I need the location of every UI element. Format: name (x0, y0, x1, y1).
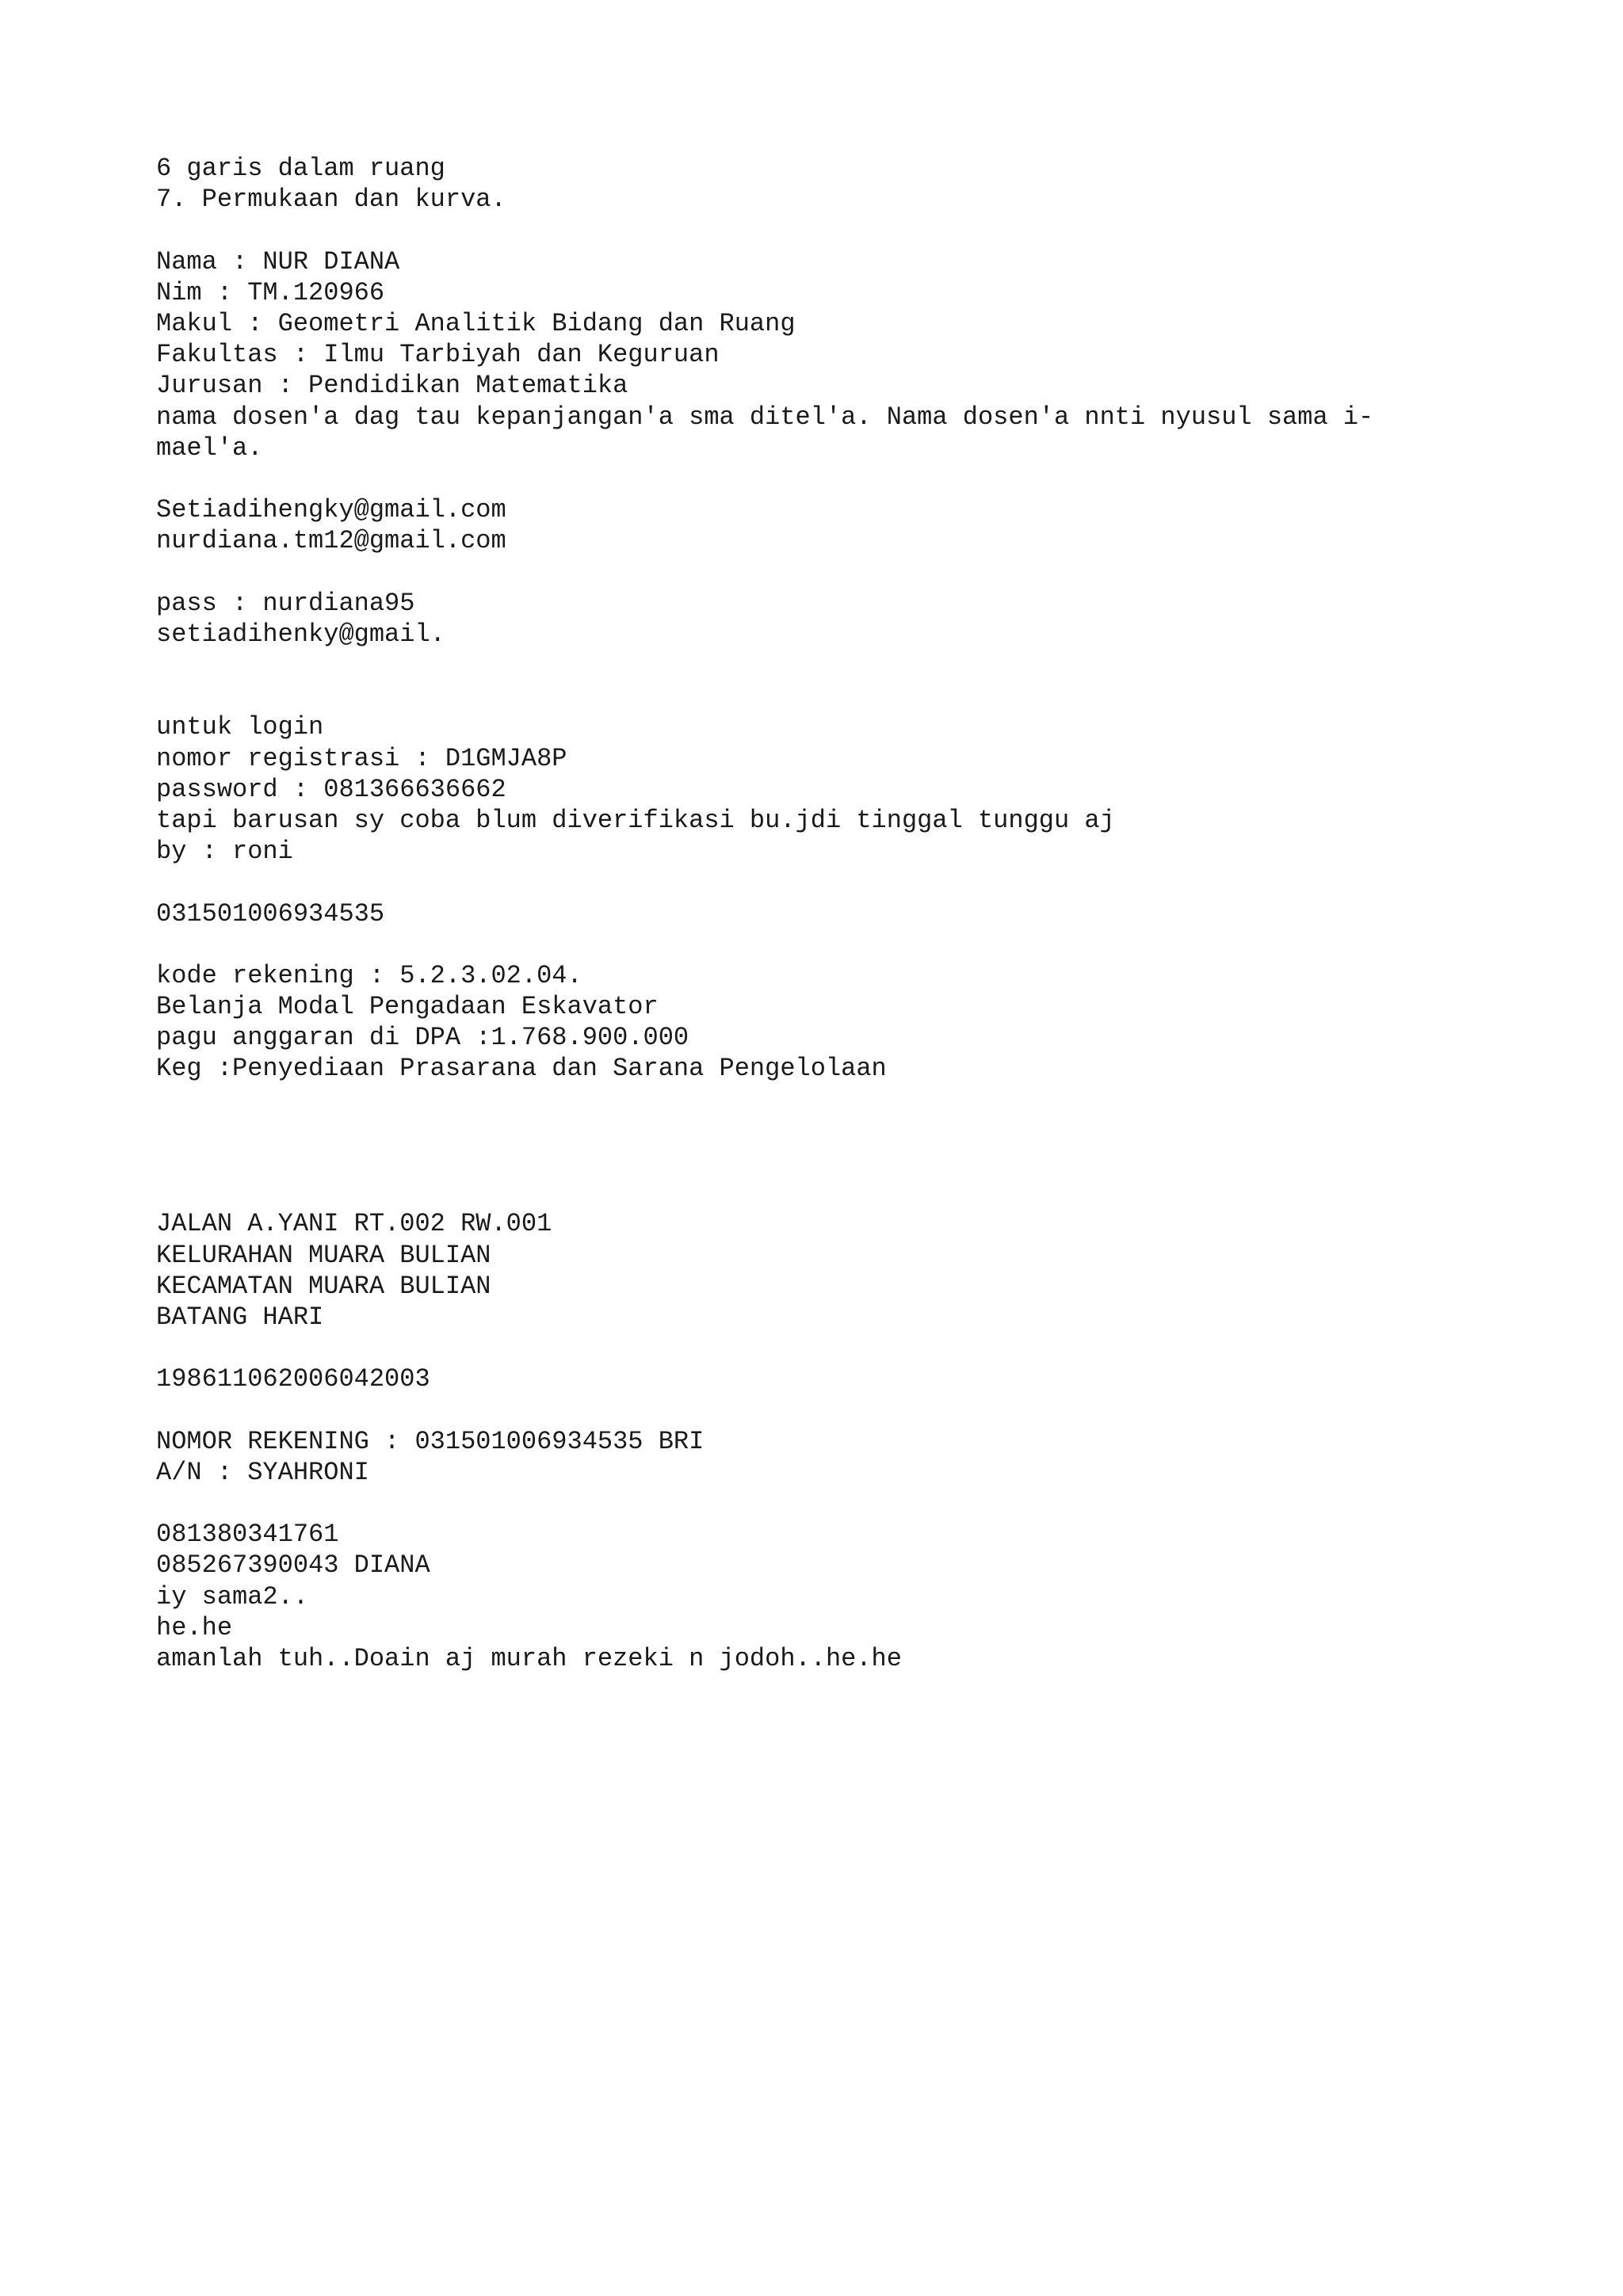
text-line: Nama : NUR DIANA (156, 246, 400, 277)
blank-line (156, 1333, 1487, 1363)
text-line: tapi barusan sy coba blum diverifikasi bu.jdi tinggal tunggu aj (156, 805, 1115, 835)
text-line: NOMOR REKENING : 031501006934535 BRI (156, 1426, 705, 1456)
text-line: amanlah tuh..Doain aj murah rezeki n jodoh..he.he (156, 1644, 902, 1673)
text-line: Jurusan : Pendidikan Matematika (156, 371, 628, 401)
text-line: iy sama2.. (156, 1581, 309, 1611)
text-line: JALAN A.YANI RT.002 RW.001 (156, 1209, 552, 1239)
text-line: he.he (156, 1612, 233, 1642)
document-text-body (156, 153, 1487, 1674)
text-line: 081380341761 (156, 1520, 339, 1550)
text-line: 7. Permukaan dan kurva. (156, 185, 506, 215)
blank-line (156, 650, 1487, 681)
text-line: Keg :Penyediaan Prasarana dan Sarana Pengelolaan (156, 1054, 887, 1084)
text-line: pagu anggaran di DPA :1.768.900.000 (156, 1023, 689, 1053)
blank-line (156, 1116, 1487, 1146)
text-line: A/N : SYAHRONI (156, 1457, 369, 1487)
blank-line (156, 1395, 1487, 1426)
blank-line (156, 1177, 1487, 1208)
text-line: setiadihenky@gmail. (156, 619, 445, 649)
blank-line (156, 1146, 1487, 1177)
blank-line (156, 681, 1487, 711)
text-line: 198611062006042003 (156, 1364, 430, 1394)
text-line: Nim : TM.120966 (156, 277, 385, 307)
text-line: 6 garis dalam ruang (156, 154, 445, 183)
text-line: Fakultas : Ilmu Tarbiyah dan Keguruan (156, 340, 720, 370)
text-line: pass : nurdiana95 (156, 588, 415, 618)
text-line: kode rekening : 5.2.3.02.04. (156, 960, 582, 990)
text-line: Makul : Geometri Analitik Bidang dan Ruang (156, 308, 796, 338)
blank-line (156, 1488, 1487, 1519)
text-line: password : 081366636662 (156, 774, 506, 804)
blank-line (156, 929, 1487, 960)
text-line: Belanja Modal Pengadaan Eskavator (156, 992, 659, 1022)
blank-line (156, 867, 1487, 898)
blank-line (156, 463, 1487, 494)
text-line: nama dosen'a dag tau kepanjangan'a sma ditel'a. Nama dosen'a nnti nyusul sama i- (156, 402, 1374, 432)
text-line: untuk login (156, 712, 324, 742)
text-line: 031501006934535 (156, 898, 385, 929)
text-line: nomor registrasi : D1GMJA8P (156, 743, 567, 773)
blank-line (156, 215, 1487, 246)
blank-line (156, 556, 1487, 587)
text-line: Setiadihengky@gmail.com (156, 495, 506, 525)
text-line: nurdiana.tm12@gmail.com (156, 526, 506, 556)
text-line: BATANG HARI (156, 1302, 324, 1332)
text-line: mael'a. (156, 433, 263, 463)
text-line: KELURAHAN MUARA BULIAN (156, 1240, 491, 1270)
blank-line (156, 1085, 1487, 1116)
text-line: KECAMATAN MUARA BULIAN (156, 1271, 491, 1301)
text-line: by : roni (156, 837, 293, 867)
text-line: 085267390043 DIANA (156, 1550, 430, 1581)
